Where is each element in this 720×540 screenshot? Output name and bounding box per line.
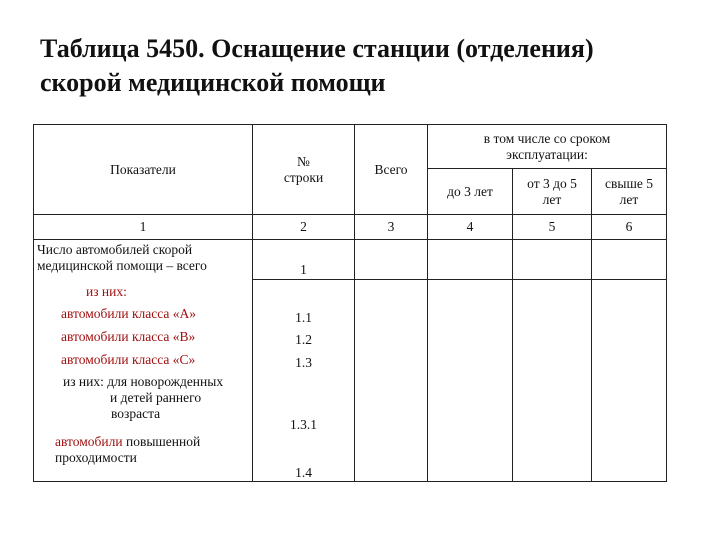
row-label-offroad-line1 bbox=[55, 434, 252, 450]
cell-1-5 bbox=[513, 240, 592, 280]
equipment-table bbox=[33, 124, 667, 482]
table-row bbox=[34, 240, 667, 280]
row-code-1-1: 1.1 bbox=[295, 310, 312, 325]
cell-block-3 bbox=[355, 280, 428, 482]
row-code-1-3: 1.3 bbox=[295, 355, 312, 370]
row-label-newborn-line2: и детей раннего bbox=[110, 389, 202, 405]
header-group bbox=[428, 125, 667, 169]
column-number-2: 2 bbox=[253, 215, 355, 240]
row-label-offroad-word: автомобили bbox=[55, 433, 123, 449]
cell-block-4 bbox=[428, 280, 513, 482]
column-numbers-row bbox=[34, 215, 667, 240]
row-code-1-4: 1.4 bbox=[295, 465, 312, 480]
row-code-1 bbox=[253, 240, 355, 280]
row-code-1-3-1: 1.3.1 bbox=[290, 417, 317, 432]
header-over-5-line1: свыше 5 bbox=[605, 175, 653, 191]
row-label-of-them: из них: bbox=[86, 283, 127, 299]
row-label-class-c: автомобили класса «С» bbox=[61, 351, 196, 367]
title-line-1: Таблица 5450. Оснащение станции (отделения) bbox=[40, 34, 594, 63]
header-row-number-line2: строки bbox=[283, 169, 324, 185]
header-3-to-5-line1: от 3 до 5 bbox=[527, 175, 577, 191]
header-3-to-5 bbox=[513, 169, 592, 215]
column-number-6: 6 bbox=[592, 215, 667, 240]
header-total bbox=[355, 125, 428, 215]
header-row-number-line1: № bbox=[297, 153, 310, 169]
row-label-offroad-rest: повышенной bbox=[122, 433, 201, 449]
header-group-line1: в том числе со сроком bbox=[483, 130, 611, 146]
row-codes-block bbox=[253, 280, 355, 482]
column-number-3: 3 bbox=[355, 215, 428, 240]
header-group-line2: эксплуатации: bbox=[506, 146, 588, 162]
row-code-1-text: 1 bbox=[300, 262, 307, 277]
row-label-class-b: автомобили класса «В» bbox=[61, 328, 196, 344]
header-3-to-5-line2: лет bbox=[542, 191, 562, 207]
header-total-text: Всего bbox=[374, 161, 408, 177]
row-label-class-a: автомобили класса «А» bbox=[61, 305, 197, 321]
row-label-newborn-line3: возраста bbox=[111, 405, 161, 421]
header-up-to-3-text: до 3 лет bbox=[447, 183, 493, 199]
row-label-total-line2: медицинской помощи – всего bbox=[37, 258, 207, 273]
column-number-5: 5 bbox=[513, 215, 592, 240]
header-row-1 bbox=[34, 125, 667, 169]
header-up-to-3 bbox=[428, 169, 513, 215]
row-label-offroad-line2: проходимости bbox=[55, 449, 137, 465]
header-indicators-text: Показатели bbox=[110, 161, 176, 177]
header-over-5 bbox=[592, 169, 667, 215]
cell-block-5 bbox=[513, 280, 592, 482]
row-labels-block bbox=[34, 280, 253, 482]
header-row-number bbox=[253, 125, 355, 215]
cell-1-4 bbox=[428, 240, 513, 280]
title-line-2: скорой медицинской помощи bbox=[40, 68, 386, 97]
column-number-1: 1 bbox=[34, 215, 253, 240]
cell-1-3 bbox=[355, 240, 428, 280]
cell-block-6 bbox=[592, 280, 667, 482]
column-number-4: 4 bbox=[428, 215, 513, 240]
header-over-5-line2: лет bbox=[619, 191, 639, 207]
row-label-newborn-line1: из них: для новорожденных bbox=[63, 373, 224, 389]
row-label-total-line1: Число автомобилей скорой bbox=[37, 242, 193, 257]
row-code-1-2: 1.2 bbox=[295, 332, 312, 347]
header-indicators bbox=[34, 125, 253, 215]
table-row bbox=[34, 280, 667, 482]
cell-1-6 bbox=[592, 240, 667, 280]
row-label-total bbox=[34, 240, 253, 280]
page-title bbox=[40, 32, 700, 100]
